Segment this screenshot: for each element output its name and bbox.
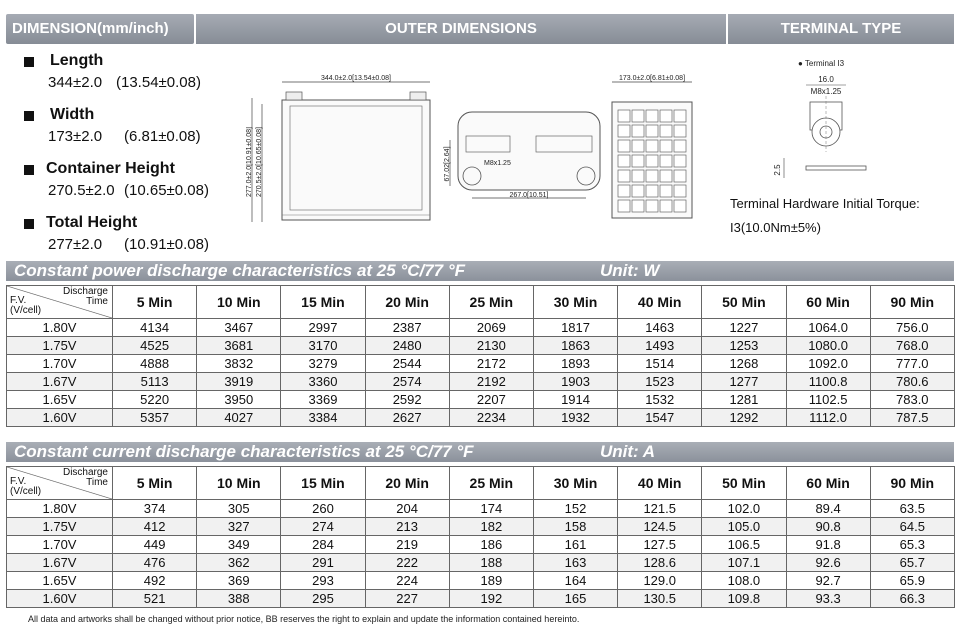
table-row [7,554,955,572]
table-cell: 1277 [702,373,786,391]
row-voltage-cell: 1.67V [7,373,113,391]
row-voltage-cell: 1.70V [7,355,113,373]
side-grid-cell [674,155,686,167]
row-voltage-cell: 1.65V [7,572,113,590]
side-grid-cell [618,200,630,212]
table-cell: 1092.0 [786,355,870,373]
table-cell: 305 [197,500,281,518]
column-header: 10 Min [197,467,281,500]
column-header: 5 Min [113,286,197,319]
table-cell: 1227 [702,319,786,337]
column-header: 50 Min [702,467,786,500]
table-cell: 2544 [365,355,449,373]
table-cell: 124.5 [618,518,702,536]
dimension-label: Length [50,52,104,69]
table-cell: 2480 [365,337,449,355]
column-header: 15 Min [281,286,365,319]
row-voltage-cell: 1.60V [7,590,113,608]
table-cell: 164 [533,572,617,590]
table-cell: 260 [281,500,365,518]
table-cell: 2592 [365,391,449,409]
column-header: 90 Min [870,286,954,319]
table-cell: 4888 [113,355,197,373]
table-cell: 1893 [533,355,617,373]
table-cell: 274 [281,518,365,536]
terminal-plate [806,166,866,170]
table-cell: 1903 [533,373,617,391]
table-cell: 152 [533,500,617,518]
table-cell: 4027 [197,409,281,427]
corner-fv: F.V. [10,295,27,306]
side-grid-cell [660,200,672,212]
corner-time: Time [86,477,108,488]
dimensions-list [20,52,245,268]
table-header-row [7,467,955,500]
table-cell: 3681 [197,337,281,355]
table-cell: 91.8 [786,536,870,554]
table-cell: 192 [449,590,533,608]
column-header: 60 Min [786,467,870,500]
table-cell: 213 [365,518,449,536]
table-cell: 182 [449,518,533,536]
side-grid-cell [618,170,630,182]
front-view-drawing [246,70,442,230]
terminal-post-right [410,92,426,100]
top-bolt-label: M8x1.25 [484,160,511,167]
current-section-bar [6,442,954,462]
table-cell: 65.3 [870,536,954,554]
power-section-bar [6,261,954,281]
table-cell: 65.7 [870,554,954,572]
column-header: 40 Min [618,286,702,319]
side-grid-cell [660,185,672,197]
table-cell: 189 [449,572,533,590]
side-grid-cell [674,185,686,197]
dimension-inch: (6.81±0.08) [124,128,201,145]
terminal-spacing-label: 267.0[10.51] [509,192,549,199]
column-header: 60 Min [786,286,870,319]
table-cell: 476 [113,554,197,572]
table-cell: 1253 [702,337,786,355]
dimension-header: DIMENSION(mm/inch) [6,14,194,44]
column-header: 90 Min [870,467,954,500]
table-cell: 5357 [113,409,197,427]
table-cell: 90.8 [786,518,870,536]
table-cell: 1547 [618,409,702,427]
table-cell: 1932 [533,409,617,427]
power-section-title: Constant power discharge characteristics at 25 °C/77 °F [14,261,466,280]
table-cell: 4525 [113,337,197,355]
column-header: 25 Min [449,286,533,319]
side-grid-cell [646,110,658,122]
table-cell: 1268 [702,355,786,373]
table-row [7,500,955,518]
table-cell: 291 [281,554,365,572]
torque-label: Terminal Hardware Initial Torque: [730,196,920,211]
table-cell: 412 [113,518,197,536]
table-cell: 449 [113,536,197,554]
total-height-label: 277.0±2.0[10.91±0.08] [246,127,253,197]
table-cell: 362 [197,554,281,572]
side-grid-cell [674,200,686,212]
row-voltage-cell: 1.60V [7,409,113,427]
table-cell: 121.5 [618,500,702,518]
side-grid-cell [618,155,630,167]
corner-discharge: Discharge [62,467,108,478]
square-bullet-icon [24,57,34,67]
dimension-inch: (13.54±0.08) [116,74,201,91]
dimension-total-height [20,214,245,268]
side-grid-cell [646,155,658,167]
side-grid-cell [660,140,672,152]
table-cell: 204 [365,500,449,518]
table-cell: 3369 [281,391,365,409]
table-cell: 787.5 [870,409,954,427]
table-cell: 130.5 [618,590,702,608]
terminal-type-header: TERMINAL TYPE [728,14,954,44]
table-cell: 284 [281,536,365,554]
side-grid [618,110,686,212]
table-cell: 5113 [113,373,197,391]
table-cell: 1281 [702,391,786,409]
square-bullet-icon [24,165,34,175]
table-cell: 3919 [197,373,281,391]
corner-time: Time [86,296,108,307]
column-header: 5 Min [113,467,197,500]
table-cell: 388 [197,590,281,608]
side-grid-cell [674,140,686,152]
table-cell: 768.0 [870,337,954,355]
row-voltage-cell: 1.65V [7,391,113,409]
column-header: 30 Min [533,286,617,319]
side-grid-cell [618,125,630,137]
terminal-post-left [286,92,302,100]
table-row [7,590,955,608]
table-cell: 92.6 [786,554,870,572]
side-grid-cell [632,185,644,197]
side-width-label: 173.0±2.0[6.81±0.08] [618,75,686,82]
corner-vcell: (V/cell) [10,486,42,497]
footnote: All data and artworks shall be changed without prior notice, BB reserves the right to explain and update the information contained hereinto. [28,614,580,624]
table-cell: 2130 [449,337,533,355]
row-voltage-cell: 1.80V [7,500,113,518]
table-cell: 109.8 [702,590,786,608]
table-cell: 188 [449,554,533,572]
table-cell: 2069 [449,319,533,337]
dimension-label: Total Height [46,214,138,231]
dimension-label: Container Height [46,160,175,177]
top-height-label: 67.02[2.64] [444,146,451,182]
table-cell: 1100.8 [786,373,870,391]
battery-front-outline [282,100,430,220]
side-grid-cell [632,170,644,182]
table-cell: 1532 [618,391,702,409]
table-cell: 66.3 [870,590,954,608]
corner-vcell: (V/cell) [10,305,42,316]
dimension-mm: 344±2.0 [48,74,103,91]
header-band [6,14,954,44]
table-cell: 783.0 [870,391,954,409]
table-cell: 1493 [618,337,702,355]
dimension-mm: 173±2.0 [48,128,103,145]
dimension-inch: (10.91±0.08) [124,236,209,253]
table-row [7,337,955,355]
terminal-height-label: 2.5 [773,164,782,176]
side-grid-cell [674,125,686,137]
table-cell: 89.4 [786,500,870,518]
table-cell: 5220 [113,391,197,409]
table-cell: 1112.0 [786,409,870,427]
terminal-name-label: ● Terminal I3 [798,59,845,68]
table-cell: 163 [533,554,617,572]
table-cell: 3170 [281,337,365,355]
table-cell: 92.7 [786,572,870,590]
row-voltage-cell: 1.80V [7,319,113,337]
table-cell: 3279 [281,355,365,373]
table-cell: 1514 [618,355,702,373]
table-cell: 2574 [365,373,449,391]
power-discharge-table [6,285,955,427]
side-grid-cell [660,125,672,137]
dimension-inch: (10.65±0.08) [124,182,209,199]
dimension-container-height [20,160,245,214]
side-grid-cell [632,125,644,137]
corner-discharge: Discharge [62,286,108,297]
table-cell: 2387 [365,319,449,337]
table-cell: 293 [281,572,365,590]
table-header-row [7,286,955,319]
table-cell: 93.3 [786,590,870,608]
table-cell: 756.0 [870,319,954,337]
table-cell: 3950 [197,391,281,409]
side-grid-cell [660,170,672,182]
table-cell: 107.1 [702,554,786,572]
square-bullet-icon [24,219,34,229]
side-grid-cell [618,110,630,122]
table-cell: 2207 [449,391,533,409]
top-view-drawing [442,70,608,230]
table-cell: 222 [365,554,449,572]
square-bullet-icon [24,111,34,121]
side-grid-cell [674,170,686,182]
table-cell: 161 [533,536,617,554]
column-header: 25 Min [449,467,533,500]
table-cell: 2997 [281,319,365,337]
table-cell: 1863 [533,337,617,355]
dimension-width [20,106,245,160]
table-cell: 224 [365,572,449,590]
side-grid-cell [646,125,658,137]
table-cell: 3832 [197,355,281,373]
table-cell: 65.9 [870,572,954,590]
table-cell: 3384 [281,409,365,427]
side-grid-cell [632,200,644,212]
table-cell: 1817 [533,319,617,337]
power-section-unit: Unit: W [600,261,660,280]
dimension-mm: 270.5±2.0 [48,182,115,199]
battery-top-outline [458,112,600,190]
current-discharge-table [6,466,955,608]
table-cell: 1080.0 [786,337,870,355]
side-grid-cell [632,110,644,122]
terminal-width-label: 16.0 [818,75,834,84]
row-voltage-cell: 1.75V [7,337,113,355]
current-section-unit: Unit: A [600,442,656,461]
column-header: 50 Min [702,286,786,319]
dimension-label: Width [50,106,95,123]
table-cell: 64.5 [870,518,954,536]
table-cell: 3360 [281,373,365,391]
side-view-drawing [606,70,698,230]
column-header: 15 Min [281,467,365,500]
table-cell: 2234 [449,409,533,427]
table-cell: 102.0 [702,500,786,518]
current-section-title: Constant current discharge characteristics at 25 °C/77 °F [14,442,474,461]
side-grid-cell [674,110,686,122]
side-grid-cell [660,110,672,122]
side-grid-cell [646,140,658,152]
table-cell: 777.0 [870,355,954,373]
table-cell: 105.0 [702,518,786,536]
table-cell: 1463 [618,319,702,337]
side-grid-cell [632,155,644,167]
terminal-type-panel [722,52,954,252]
table-row [7,536,955,554]
table-cell: 158 [533,518,617,536]
table-cell: 3467 [197,319,281,337]
table-cell: 521 [113,590,197,608]
table-cell: 1064.0 [786,319,870,337]
table-cell: 349 [197,536,281,554]
table-cell: 106.5 [702,536,786,554]
table-cell: 219 [365,536,449,554]
torque-value: I3(10.0Nm±5%) [730,220,821,235]
table-cell: 63.5 [870,500,954,518]
side-grid-cell [632,140,644,152]
table-cell: 129.0 [618,572,702,590]
outer-dimensions-header: OUTER DIMENSIONS [196,14,726,44]
table-row [7,518,955,536]
row-voltage-cell: 1.67V [7,554,113,572]
table-cell: 4134 [113,319,197,337]
row-voltage-cell: 1.75V [7,518,113,536]
container-height-label: 270.5±2.0[10.65±0.08] [256,127,263,197]
side-grid-cell [618,185,630,197]
table-cell: 2627 [365,409,449,427]
table-cell: 780.6 [870,373,954,391]
table-cell: 1292 [702,409,786,427]
table-cell: 2172 [449,355,533,373]
table-cell: 295 [281,590,365,608]
table-cell: 374 [113,500,197,518]
side-grid-cell [618,140,630,152]
side-grid-cell [646,185,658,197]
table-cell: 369 [197,572,281,590]
table-cell: 1914 [533,391,617,409]
front-width-label: 344.0±2.0[13.54±0.08] [321,75,391,82]
table-row [7,572,955,590]
corner-header [7,286,113,319]
table-row [7,355,955,373]
corner-header [7,467,113,500]
table-cell: 2192 [449,373,533,391]
side-grid-cell [646,170,658,182]
table-cell: 1102.5 [786,391,870,409]
side-grid-cell [646,200,658,212]
dimension-length [20,52,245,106]
table-cell: 186 [449,536,533,554]
column-header: 10 Min [197,286,281,319]
table-cell: 227 [365,590,449,608]
dimension-mm: 277±2.0 [48,236,103,253]
table-cell: 108.0 [702,572,786,590]
table-cell: 174 [449,500,533,518]
row-voltage-cell: 1.70V [7,536,113,554]
table-cell: 492 [113,572,197,590]
table-row [7,373,955,391]
corner-fv: F.V. [10,476,27,487]
table-cell: 1523 [618,373,702,391]
column-header: 30 Min [533,467,617,500]
column-header: 40 Min [618,467,702,500]
column-header: 20 Min [365,286,449,319]
table-row [7,409,955,427]
table-row [7,319,955,337]
table-cell: 165 [533,590,617,608]
column-header: 20 Min [365,467,449,500]
table-cell: 327 [197,518,281,536]
side-grid-cell [660,155,672,167]
table-cell: 127.5 [618,536,702,554]
table-row [7,391,955,409]
table-cell: 128.6 [618,554,702,572]
terminal-bolt-label: M8x1.25 [810,87,842,96]
